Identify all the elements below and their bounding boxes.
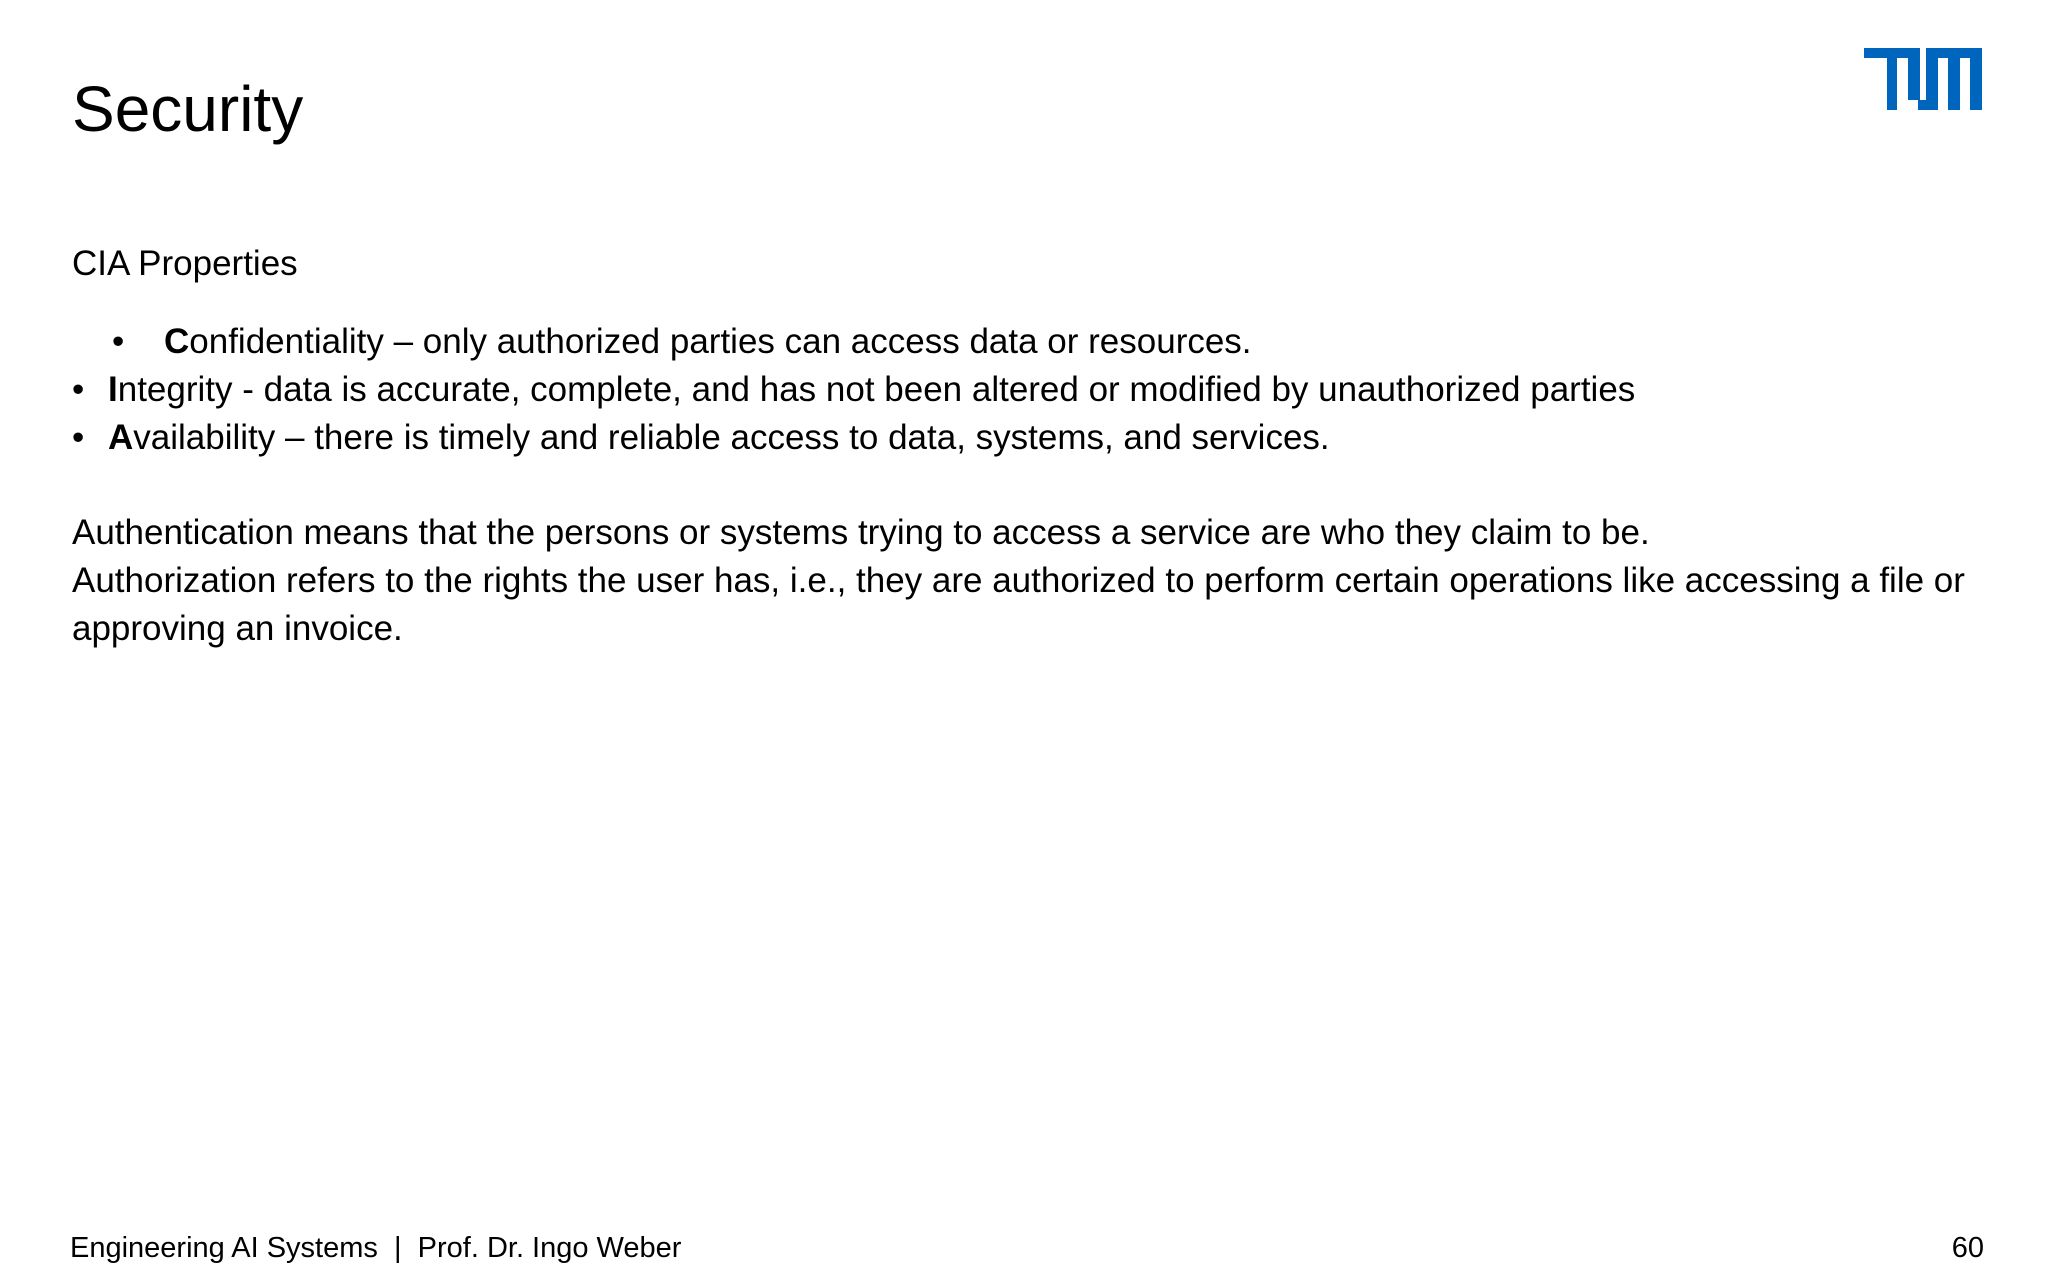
tum-logo bbox=[1864, 48, 1982, 110]
footer-text: Engineering AI Systems | Prof. Dr. Ingo Weber bbox=[70, 1232, 682, 1264]
bullet-integrity bbox=[72, 366, 1972, 414]
authorization-paragraph: Authorization refers to the rights the user has, i.e., they are authorized to perform certain operations like accessing a file or approving an invoice. bbox=[72, 561, 1965, 648]
bullet-availability bbox=[72, 414, 1972, 462]
definitions bbox=[72, 509, 1972, 653]
bullet-text: vailability – there is timely and reliable access to data, systems, and services. bbox=[133, 418, 1330, 457]
bullet-confidentiality bbox=[72, 318, 1972, 366]
slide-content bbox=[72, 240, 1972, 653]
cia-subheading: CIA Properties bbox=[72, 244, 298, 283]
slide-title: Security bbox=[72, 73, 304, 145]
bullet-dot: • bbox=[112, 322, 125, 361]
authentication-paragraph: Authentication means that the persons or systems trying to access a service are who they claim to be. bbox=[72, 513, 1650, 552]
footer-course-info bbox=[70, 1230, 681, 1266]
bullet-dot: • bbox=[72, 418, 85, 457]
bullet-lead-letter: A bbox=[108, 418, 134, 457]
footer-page-number: 60 bbox=[1951, 1232, 1984, 1264]
bullet-lead-letter: I bbox=[108, 370, 118, 409]
cia-bullet-list bbox=[72, 318, 1972, 462]
bullet-text: ntegrity - data is accurate, complete, and has not been altered or modified by unauthorized parties bbox=[117, 370, 1636, 409]
bullet-lead-letter: C bbox=[164, 322, 190, 361]
bullet-text: onfidentiality – only authorized parties can access data or resources. bbox=[189, 322, 1252, 361]
bullet-dot: • bbox=[72, 370, 85, 409]
